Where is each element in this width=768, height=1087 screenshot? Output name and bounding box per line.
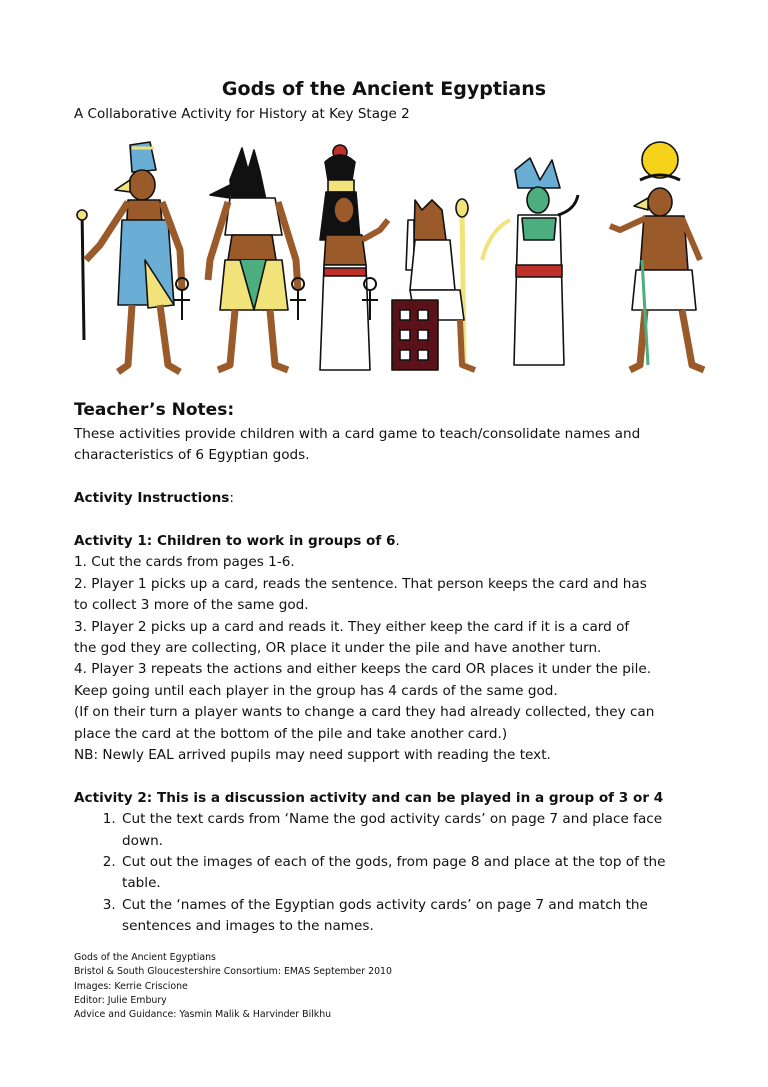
- teachers-notes-heading: Teacher’s Notes:: [74, 400, 235, 420]
- instructions-colon: :: [229, 490, 234, 507]
- activity1-line: the god they are collecting, OR place it under the pile and have another turn.: [74, 640, 602, 657]
- sun-god-figure: [610, 142, 704, 370]
- activity1-heading-end: .: [395, 533, 400, 549]
- activity1-line: 2. Player 1 picks up a card, reads the sentence. That person keeps the card and has: [74, 575, 647, 592]
- activity1-line: 1. Cut the cards from pages 1-6.: [74, 554, 295, 571]
- intro-line: These activities provide children with a card game to teach/consolidate names and: [74, 426, 641, 442]
- activity2-item: 1. Cut the text cards from ‘Name the god activity cards’ on page 7 and place face down.: [120, 809, 704, 852]
- activity2-item: 2. Cut out the images of each of the gods, from page 8 and place at the top of the table.: [120, 852, 704, 895]
- activity2-item: 3. Cut the ‘names of the Egyptian gods activity cards’ on page 7 and match the sentences and images to the names.: [120, 895, 704, 938]
- activity1-line: NB: Newly EAL arrived pupils may need support with reading the text.: [74, 747, 551, 764]
- activity1-heading-text: Activity 1: Children to work in groups of 6: [74, 533, 396, 549]
- activity1-line: 4. Player 3 repeats the actions and either keeps the card OR places it under the pile.: [74, 661, 652, 678]
- activity1-line: to collect 3 more of the same god.: [74, 597, 309, 614]
- instructions-heading-text: Activity Instructions: [74, 490, 230, 507]
- footer-line: Images: Kerrie Criscione: [74, 980, 188, 992]
- goddess-figure: [320, 145, 388, 370]
- activity1-heading: [74, 531, 704, 552]
- footer-line: Gods of the Ancient Egyptians: [74, 952, 216, 963]
- egyptian-gods-illustration: [70, 140, 710, 385]
- footer-line: Advice and Guidance: Yasmin Malik & Harvinder Bilkhu: [74, 1009, 332, 1021]
- instructions-heading: [74, 488, 704, 509]
- document-body: [74, 424, 704, 938]
- activity1-line: (If on their turn a player wants to change a card they had already collected, they can: [74, 704, 655, 721]
- activity2-list: [74, 809, 704, 937]
- document-title: Gods of the Ancient Egyptians: [221, 78, 547, 100]
- footer-line: Bristol & South Gloucestershire Consortium: EMAS September 2010: [74, 966, 392, 978]
- document-footer: [74, 951, 392, 1022]
- document-subtitle: A Collaborative Activity for History at Key Stage 2: [74, 106, 410, 122]
- jackal-god-figure: [208, 148, 306, 370]
- activity1-line: place the card at the bottom of the pile and take another card.): [74, 725, 508, 742]
- falcon-god-figure: [77, 142, 190, 372]
- green-god-figure: [482, 158, 578, 365]
- footer-line: Editor: Julie Embury: [74, 994, 167, 1006]
- activity1-line: 3. Player 2 picks up a card and reads it. They either keep the card if it is a card of: [74, 618, 630, 635]
- activity2-heading: [74, 788, 704, 809]
- seated-cat-goddess-figure: [392, 199, 475, 370]
- activity2-heading-text: Activity 2: This is a discussion activity and can be played in a group of 3 or 4: [74, 789, 664, 806]
- intro-line: characteristics of 6 Egyptian gods.: [74, 447, 310, 464]
- activity1-line: Keep going until each player in the group has 4 cards of the same god.: [74, 682, 558, 699]
